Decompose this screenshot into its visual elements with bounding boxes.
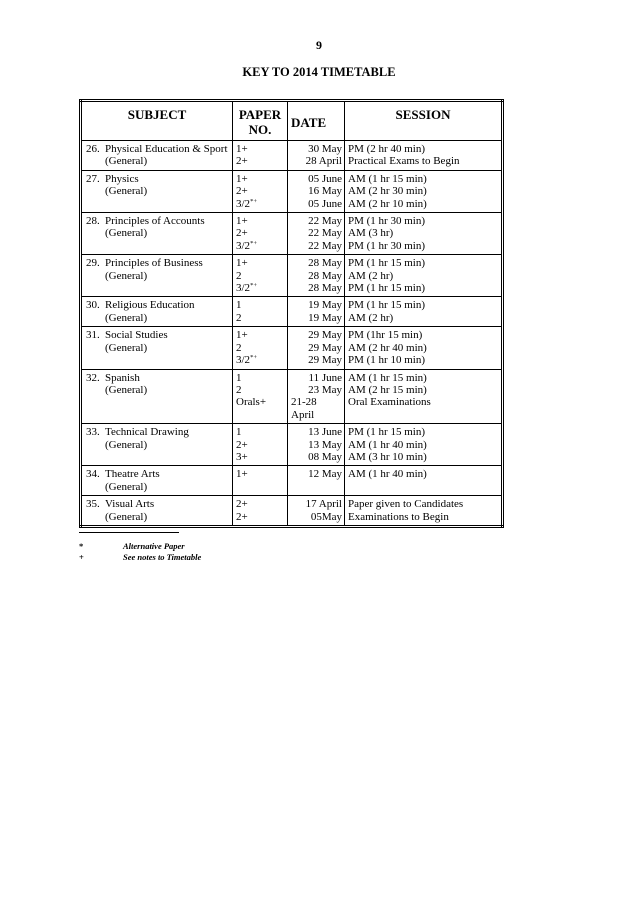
paper-number [236, 396, 284, 408]
session-value: AM (2 hr 10 min) [348, 197, 427, 210]
subject-name: Physical Education & Sport [105, 143, 228, 155]
subject-cell [81, 424, 233, 466]
date-cell [288, 213, 345, 255]
session-cell [345, 213, 503, 255]
paper-number [236, 299, 284, 311]
session-value: PM (1 hr 10 min) [348, 354, 425, 367]
paper-number-text: Orals+ [236, 396, 267, 409]
header-paper-line2: NO. [248, 122, 272, 137]
paper-number [236, 451, 284, 463]
date-cell [288, 141, 345, 171]
session-value: Oral Examinations [348, 396, 431, 409]
table-row [81, 327, 503, 369]
subject-subtitle: (General) [105, 438, 148, 451]
footnote-item [79, 541, 201, 552]
session-value: AM (2 hr 40 min) [348, 341, 427, 354]
date-value: 17 April [305, 498, 342, 511]
paper-number-text: 2 [236, 311, 242, 324]
date-cell [288, 255, 345, 297]
session-cell [345, 466, 503, 496]
paper-number [236, 342, 284, 354]
date-value: 13 June [308, 426, 342, 439]
date-cell [288, 496, 345, 527]
subject-number: 34. [86, 468, 100, 481]
subject-cell [81, 297, 233, 327]
subject-subtitle: (General) [105, 383, 148, 396]
paper-number-text: 2 [236, 341, 242, 354]
subject-subtitle: (General) [105, 155, 148, 168]
session-value: AM (2 hr 30 min) [348, 185, 427, 198]
subject-number: 30. [86, 299, 100, 312]
date-cell [288, 369, 345, 424]
paper-number [236, 384, 284, 396]
paper-number [236, 270, 284, 282]
paper-number [236, 468, 284, 480]
session-value: PM (1 hr 15 min) [348, 257, 425, 270]
subject-name: Social Studies [105, 329, 168, 342]
subject-subtitle: (General) [105, 269, 148, 282]
timetable-body [81, 141, 503, 527]
paper-cell [233, 141, 288, 171]
paper-cell [233, 297, 288, 327]
paper-number-text: 3/2 [236, 282, 251, 295]
session-value: Paper given to Candidates [348, 498, 464, 511]
date-value: 11 June [308, 371, 342, 384]
subject-subtitle: (General) [105, 185, 148, 198]
session-value: PM (1 hr 15 min) [348, 426, 425, 439]
paper-number [236, 227, 284, 239]
paper-cell [233, 424, 288, 466]
date-value: 29 May [308, 341, 342, 354]
date-value: 05 June [308, 197, 342, 210]
session-value: PM (2 hr 40 min) [348, 143, 425, 155]
paper-number [236, 498, 284, 510]
subject-name: Spanish [105, 371, 140, 384]
paper-cell [233, 369, 288, 424]
paper-cell [233, 327, 288, 369]
paper-cell [233, 255, 288, 297]
date-value: 28 May [308, 257, 342, 270]
paper-number [236, 185, 284, 197]
table-header-row [81, 101, 503, 141]
paper-number-text: 1 [236, 299, 242, 312]
footnotes [79, 541, 201, 563]
date-value: 22 May [308, 227, 342, 240]
subject-subtitle: (General) [105, 510, 148, 523]
paper-number [236, 511, 284, 523]
date-value: 30 May [308, 143, 342, 155]
session-value: AM (1 hr 15 min) [348, 172, 427, 185]
subject-number: 29. [86, 257, 100, 270]
date-cell [288, 170, 345, 212]
header-paper-line1: PAPER [238, 107, 282, 122]
paper-number [236, 312, 284, 324]
paper-number [236, 282, 284, 294]
paper-number-text: 1 [236, 371, 242, 384]
footnote-item [79, 552, 201, 563]
paper-number [236, 329, 284, 341]
paper-number-text: 1 [236, 426, 242, 439]
subject-cell [81, 496, 233, 527]
paper-number-text: 3/2 [236, 354, 251, 367]
table-row [81, 213, 503, 255]
date-value: 29 May [308, 329, 342, 342]
date-value: 23 May [308, 383, 342, 396]
subject-number: 32. [86, 371, 100, 384]
subject-number: 33. [86, 426, 100, 439]
subject-number: 27. [86, 172, 100, 185]
subject-name: Technical Drawing [105, 426, 189, 439]
paper-number-text: 2+ [236, 227, 248, 240]
session-cell [345, 369, 503, 424]
footnote-divider [79, 532, 179, 533]
date-value: 22 May [308, 239, 342, 252]
subject-cell [81, 255, 233, 297]
session-cell [345, 496, 503, 527]
paper-number [236, 257, 284, 269]
date-cell [288, 424, 345, 466]
subject-cell [81, 213, 233, 255]
paper-number [236, 372, 284, 384]
session-cell [345, 170, 503, 212]
paper-number [236, 354, 284, 366]
paper-number-text: 3/2 [236, 239, 251, 252]
paper-number-text: 3/2 [236, 197, 251, 210]
paper-number-marker: *+ [250, 282, 257, 290]
date-cell [288, 327, 345, 369]
date-cell [288, 466, 345, 496]
date-value: 16 May [308, 185, 342, 198]
paper-number-text: 2 [236, 383, 242, 396]
subject-subtitle: (General) [105, 227, 148, 240]
paper-number [236, 426, 284, 438]
session-value: PM (1 hr 15 min) [348, 299, 425, 312]
session-value: AM (1 hr 40 min) [348, 438, 427, 451]
session-value: PM (1 hr 30 min) [348, 215, 425, 228]
session-cell [345, 297, 503, 327]
subject-number: 26. [86, 143, 100, 155]
subject-number: 28. [86, 215, 100, 228]
date-value: 13 May [308, 438, 342, 451]
table-row [81, 255, 503, 297]
paper-number-text: 2+ [236, 155, 248, 168]
table-row [81, 369, 503, 424]
paper-number-text: 1+ [236, 468, 248, 481]
table-row [81, 496, 503, 527]
paper-number-text: 1+ [236, 143, 248, 155]
subject-cell [81, 141, 233, 171]
subject-name: Principles of Accounts [105, 215, 205, 228]
subject-name: Religious Education [105, 299, 195, 312]
paper-number-text: 3+ [236, 450, 248, 463]
session-value: AM (1 hr 40 min) [348, 468, 427, 481]
paper-cell [233, 466, 288, 496]
subject-cell [81, 369, 233, 424]
timetable-table [79, 99, 504, 528]
subject-cell [81, 466, 233, 496]
date-value: 19 May [308, 311, 342, 324]
session-value: AM (3 hr 10 min) [348, 450, 427, 463]
date-value: 19 May [308, 299, 342, 312]
paper-number-text: 2+ [236, 185, 248, 198]
subject-name: Visual Arts [105, 498, 155, 511]
footnote-text: See notes to Timetable [123, 552, 202, 562]
page-title: KEY TO 2014 TIMETABLE [242, 65, 396, 79]
subject-cell [81, 170, 233, 212]
subject-name: Principles of Business [105, 257, 203, 270]
paper-number [236, 439, 284, 451]
session-cell [345, 327, 503, 369]
paper-number-text: 1+ [236, 257, 248, 270]
footnote-symbol: + [79, 552, 84, 562]
subject-subtitle: (General) [105, 311, 148, 324]
header-paper-no [233, 101, 288, 141]
date-value: 28 May [308, 282, 342, 295]
paper-number [236, 240, 284, 252]
table-row [81, 466, 503, 496]
subject-subtitle: (General) [105, 480, 148, 493]
date-value: 05May [310, 510, 342, 523]
paper-number-text: 2 [236, 269, 242, 282]
subject-cell [81, 327, 233, 369]
table-row [81, 170, 503, 212]
session-value: PM (1 hr 15 min) [348, 282, 425, 295]
paper-number-marker: *+ [250, 197, 257, 205]
session-cell [345, 424, 503, 466]
date-value: 28 April [305, 155, 342, 168]
date-value: 29 May [308, 354, 342, 367]
paper-number [236, 215, 284, 227]
footnote-text: Alternative Paper [123, 541, 185, 551]
session-cell [345, 255, 503, 297]
paper-number [236, 198, 284, 210]
paper-number-text: 1+ [236, 215, 248, 228]
table-row [81, 297, 503, 327]
paper-cell [233, 496, 288, 527]
footnote-symbol: * [79, 541, 84, 551]
date-value: 12 May [308, 468, 342, 481]
date-value: 21-28 [291, 396, 317, 409]
paper-cell [233, 170, 288, 212]
paper-number [236, 155, 284, 167]
date-value: April [291, 408, 315, 421]
table-row [81, 424, 503, 466]
paper-number-text: 1+ [236, 172, 248, 185]
paper-cell [233, 213, 288, 255]
header-date: DATE [288, 101, 345, 141]
date-value: 08 May [308, 450, 342, 463]
page-number: 9 [316, 38, 322, 52]
subject-name: Physics [105, 172, 139, 185]
header-session: SESSION [345, 101, 503, 141]
paper-number-text: 1+ [236, 329, 248, 342]
date-value: 22 May [308, 215, 342, 228]
paper-number-text: 2+ [236, 510, 248, 523]
session-value: PM (1hr 15 min) [348, 329, 423, 342]
session-value: AM (2 hr 15 min) [348, 383, 427, 396]
subject-name: Theatre Arts [105, 468, 160, 481]
session-value: PM (1 hr 30 min) [348, 239, 425, 252]
session-value: AM (1 hr 15 min) [348, 371, 427, 384]
date-value: 28 May [308, 269, 342, 282]
session-value: Examinations to Begin [348, 510, 449, 523]
session-cell [345, 141, 503, 171]
table-row [81, 141, 503, 171]
session-value: Practical Exams to Begin [348, 155, 460, 168]
session-value: AM (2 hr) [348, 269, 394, 282]
paper-number [236, 143, 284, 155]
paper-number-text: 2+ [236, 438, 248, 451]
paper-number-marker: *+ [250, 239, 257, 247]
session-value: AM (2 hr) [348, 311, 394, 324]
subject-number: 31. [86, 329, 100, 342]
paper-number [236, 173, 284, 185]
header-subject: SUBJECT [81, 101, 233, 141]
paper-number-text: 2+ [236, 498, 248, 511]
paper-number-marker: *+ [250, 354, 257, 362]
date-value: 05 June [308, 172, 342, 185]
session-value: AM (3 hr) [348, 227, 394, 240]
subject-number: 35. [86, 498, 100, 511]
subject-subtitle: (General) [105, 341, 148, 354]
date-cell [288, 297, 345, 327]
